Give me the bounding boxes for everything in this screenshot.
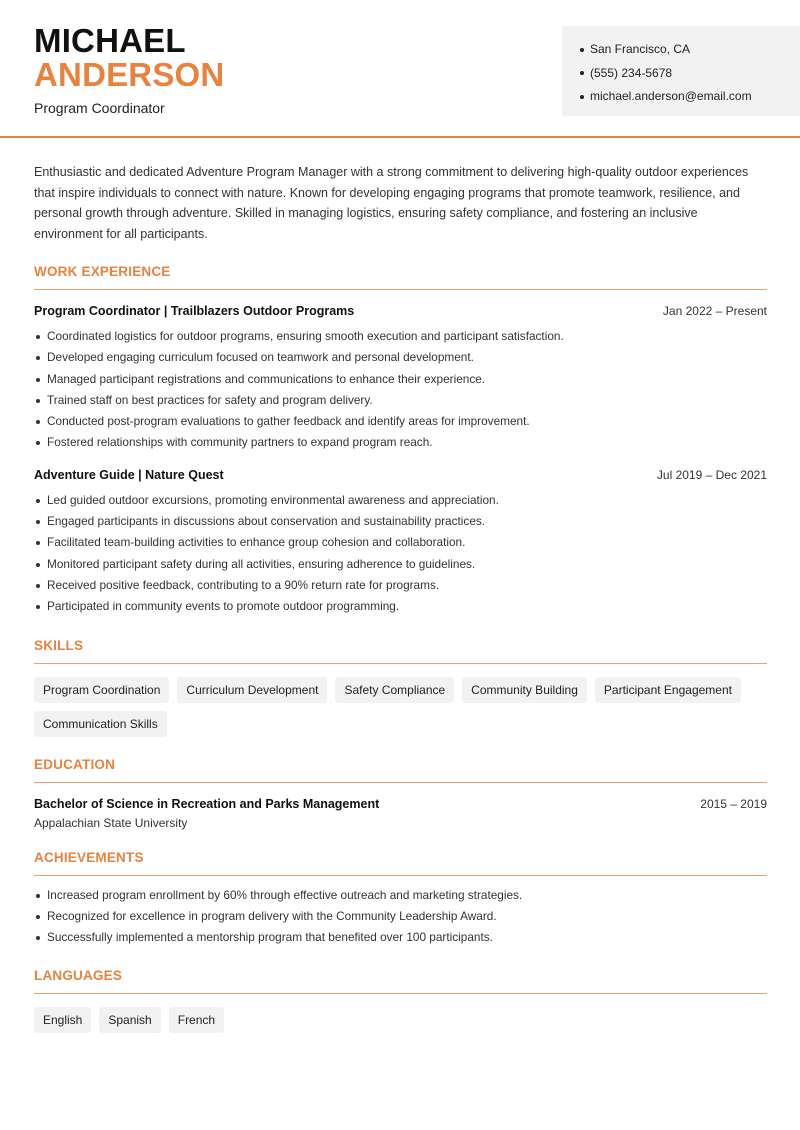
section-title-languages: LANGUAGES: [34, 968, 767, 994]
job-bullets: [34, 490, 767, 618]
section-title-skills: SKILLS: [34, 638, 767, 664]
work-list: [34, 304, 767, 618]
section-title-achievements: ACHIEVEMENTS: [34, 850, 767, 876]
resume-body: [34, 162, 767, 1033]
list-item: Recognized for excellence in program delivery with the Community Leadership Award.: [34, 906, 767, 927]
list-item: Fostered relationships with community partners to expand program reach.: [34, 432, 767, 453]
bullet-icon: [580, 95, 584, 99]
skill-chip: Program Coordination: [34, 677, 169, 703]
list-item: Participated in community events to promote outdoor programming.: [34, 596, 767, 617]
bullet-icon: [580, 71, 584, 75]
list-item: Increased program enrollment by 60% through effective outreach and marketing strategies.: [34, 885, 767, 906]
skill-chip: Curriculum Development: [177, 677, 327, 703]
language-chip: English: [34, 1007, 91, 1033]
resume-header: [0, 0, 800, 138]
list-item: Engaged participants in discussions about conservation and sustainability practices.: [34, 511, 767, 532]
job-role: Program Coordinator | Trailblazers Outdoor Programs: [34, 304, 355, 318]
section-title-education: EDUCATION: [34, 757, 767, 783]
contact-location: San Francisco, CA: [580, 38, 800, 62]
skills-list: [34, 677, 767, 737]
job-date: Jan 2022 – Present: [662, 304, 767, 318]
job-role: Adventure Guide | Nature Quest: [34, 467, 224, 482]
skill-chip: Safety Compliance: [335, 677, 454, 703]
language-chip: French: [169, 1007, 224, 1033]
contact-phone: (555) 234-5678: [580, 62, 800, 86]
list-item: Managed participant registrations and communications to enhance their experience.: [34, 369, 767, 390]
contact-box: [562, 26, 800, 116]
list-item: Facilitated team-building activities to enhance group cohesion and collaboration.: [34, 532, 767, 553]
list-item: Led guided outdoor excursions, promoting environmental awareness and appreciation.: [34, 490, 767, 511]
job-item: [34, 304, 767, 454]
list-item: Trained staff on best practices for safety and program delivery.: [34, 390, 767, 411]
list-item: Developed engaging curriculum focused on teamwork and personal development.: [34, 347, 767, 368]
list-item: Monitored participant safety during all activities, ensuring adherence to guidelines.: [34, 554, 767, 575]
achievements-list: [34, 885, 767, 949]
list-item: Received positive feedback, contributing to a 90% return rate for programs.: [34, 575, 767, 596]
last-name: ANDERSON: [34, 56, 225, 93]
job-bullets: [34, 326, 767, 454]
candidate-name: [34, 24, 224, 92]
contact-email[interactable]: michael.anderson@email.com: [580, 85, 800, 109]
education-years: 2015 – 2019: [700, 796, 767, 811]
job-date: Jul 2019 – Dec 2021: [656, 467, 767, 482]
section-title-work: WORK EXPERIENCE: [34, 264, 767, 290]
list-item: Successfully implemented a mentorship program that benefited over 100 participants.: [34, 927, 767, 948]
education-item: [34, 797, 767, 830]
degree: Bachelor of Science in Recreation and Parks Management: [34, 796, 380, 811]
languages-list: [34, 1007, 767, 1033]
skill-chip: Community Building: [462, 677, 587, 703]
summary: Enthusiastic and dedicated Adventure Program Manager with a strong commitment to delivering high-quality outdoor experiences that inspire individuals to connect with nature. Known for developing engaging programs that promote teamwork, resilience, and personal growth through adventure. Skilled in managing logistics, ensuring safety compliance, and fostering an inclusive environment for all participants.: [34, 165, 749, 241]
first-name: MICHAEL: [34, 22, 186, 59]
list-item: Conducted post-program evaluations to gather feedback and identify areas for improvement.: [34, 411, 767, 432]
list-item: Coordinated logistics for outdoor programs, ensuring smooth execution and participant satisfaction.: [34, 326, 767, 347]
skill-chip: Participant Engagement: [595, 677, 741, 703]
school: Appalachian State University: [34, 815, 188, 830]
language-chip: Spanish: [99, 1007, 160, 1033]
bullet-icon: [580, 48, 584, 52]
skill-chip: Communication Skills: [34, 711, 167, 737]
job-title: Program Coordinator: [34, 100, 165, 116]
job-item: [34, 468, 767, 618]
